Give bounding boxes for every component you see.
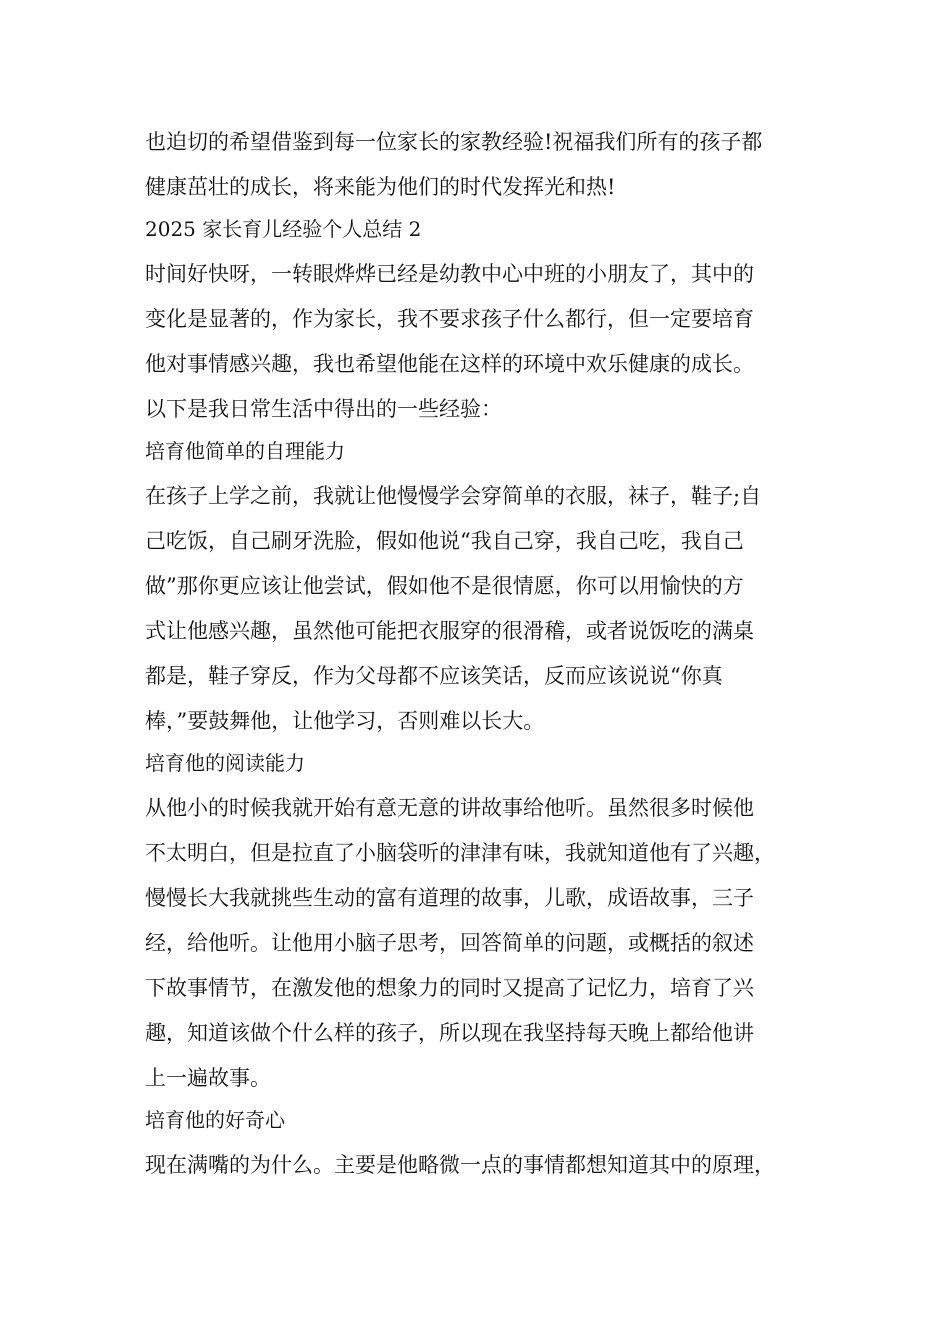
section-heading: 培育他简单的自理能力 (145, 439, 345, 463)
paragraph-line: 时间好快呀，一转眼烨烨已经是幼教中心中班的小朋友了，其中的 (145, 262, 754, 286)
document-body (145, 120, 815, 1188)
paragraph-line: 他对事情感兴趣，我也希望他能在这样的环境中欢乐健康的成长。 (145, 352, 754, 376)
paragraph-line: 现在满嘴的为什么。主要是他略微一点的事情都想知道其中的原理， (145, 1153, 775, 1177)
paragraph-line: 式让他感兴趣，虽然他可能把衣服穿的很滑稽，或者说饭吃的满桌 (145, 619, 754, 643)
paragraph-line: 不太明白，但是拉直了小脑袋听的津津有味，我就知道他有了兴趣， (145, 841, 775, 865)
paragraph-line: 慢慢长大我就挑些生动的富有道理的故事，儿歌，成语故事，三子 (145, 886, 754, 910)
paragraph-line: 在孩子上学之前，我就让他慢慢学会穿简单的衣服，袜子，鞋子;自 (145, 484, 762, 508)
section-heading: 培育他的阅读能力 (145, 751, 305, 775)
paragraph-line: 以下是我日常生活中得出的一些经验： (145, 397, 502, 421)
section-heading: 培育他的好奇心 (145, 1108, 285, 1132)
intro-line: 健康茁壮的成长，将来能为他们的时代发挥光和热! (145, 175, 616, 199)
paragraph-line: 经，给他听。让他用小脑子思考，回答简单的问题，或概括的叙述 (145, 931, 754, 955)
paragraph-line: 趣，知道该做个什么样的孩子，所以现在我坚持每天晚上都给他讲 (145, 1021, 754, 1045)
paragraph-line: 下故事情节，在激发他的想象力的同时又提高了记忆力，培育了兴 (145, 976, 754, 1000)
document-title: 2025 家长育儿经验个人总结 2 (145, 217, 422, 241)
paragraph-line: 棒，”要鼓舞他，让他学习，否则难以长大。 (145, 709, 545, 733)
intro-line: 也迫切的希望借鉴到每一位家长的家教经验!祝福我们所有的孩子都 (145, 130, 763, 154)
paragraph-line: 变化是显著的，作为家长，我不要求孩子什么都行，但一定要培育 (145, 307, 754, 331)
paragraph-line: 从他小的时候我就开始有意无意的讲故事给他听。虽然很多时候他 (145, 796, 754, 820)
paragraph-line: 上一遍故事。 (145, 1066, 271, 1090)
paragraph-line: 都是，鞋子穿反，作为父母都不应该笑话，反而应该说说“你真 (145, 664, 723, 688)
paragraph-line: 己吃饭，自己刷牙洗脸，假如他说“我自己穿，我自己吃，我自己 (145, 529, 744, 553)
paragraph-line: 做”那你更应该让他尝试，假如他不是很情愿，你可以用愉快的方 (145, 574, 744, 598)
